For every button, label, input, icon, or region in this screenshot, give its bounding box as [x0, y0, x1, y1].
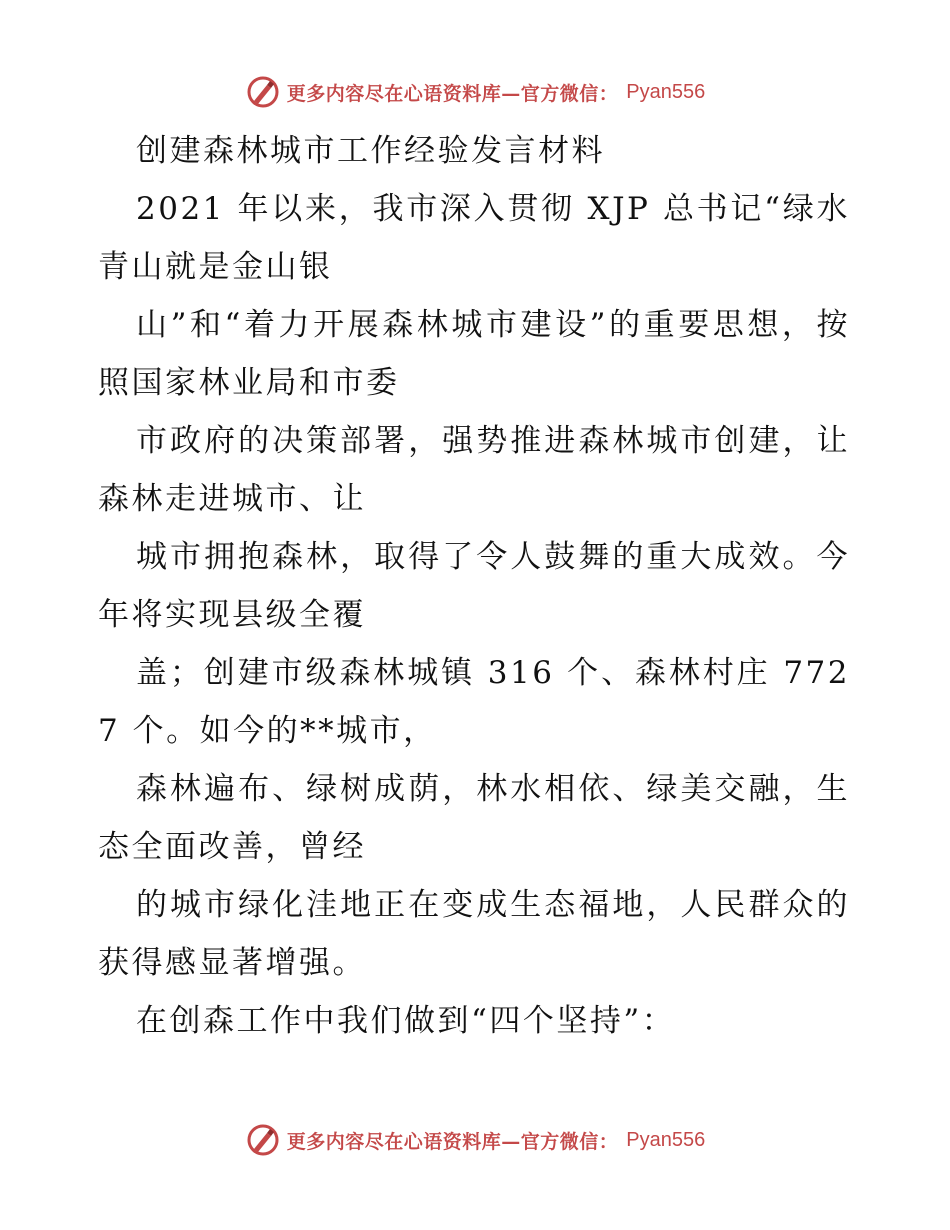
footer-watermark — [0, 1118, 950, 1162]
paragraph-1: 2021 年以来，我市深入贯彻 XJP 总书记“绿水青山就是金山银 — [98, 191, 850, 285]
paragraph-3: 市政府的决策部署，强势推进森林城市创建，让森林走进城市、让 — [98, 423, 850, 517]
paragraph-4: 城市拥抱森林，取得了令人鼓舞的重大成效。今年将实现县级全覆 — [98, 539, 850, 633]
header-watermark — [0, 70, 950, 114]
pen-circle-logo-icon — [245, 1122, 281, 1158]
watermark-text: 更多内容尽在心语资料库—官方微信： — [286, 1130, 619, 1153]
document-title: 创建森林城市工作经验发言材料 — [136, 133, 605, 169]
paragraph-5: 盖；创建市级森林城镇 316 个、森林村庄 7727 个。如今的**城市， — [98, 655, 850, 749]
pen-circle-logo-icon — [245, 74, 281, 110]
watermark-text: 更多内容尽在心语资料库—官方微信： — [286, 82, 619, 105]
paragraph-8: 在创森工作中我们做到“四个坚持”： — [136, 1003, 676, 1039]
paragraph-7: 的城市绿化洼地正在变成生态福地，人民群众的获得感显著增强。 — [98, 887, 850, 981]
paragraph-2: 山”和“着力开展森林城市建设”的重要思想，按照国家林业局和市委 — [98, 307, 850, 401]
paragraph-6: 森林遍布、绿树成荫，林水相依、绿美交融，生态全面改善，曾经 — [98, 771, 850, 865]
watermark-wechat-id: Pyan556 — [626, 80, 706, 103]
document-body — [98, 122, 850, 1050]
watermark-wechat-id: Pyan556 — [626, 1128, 706, 1151]
